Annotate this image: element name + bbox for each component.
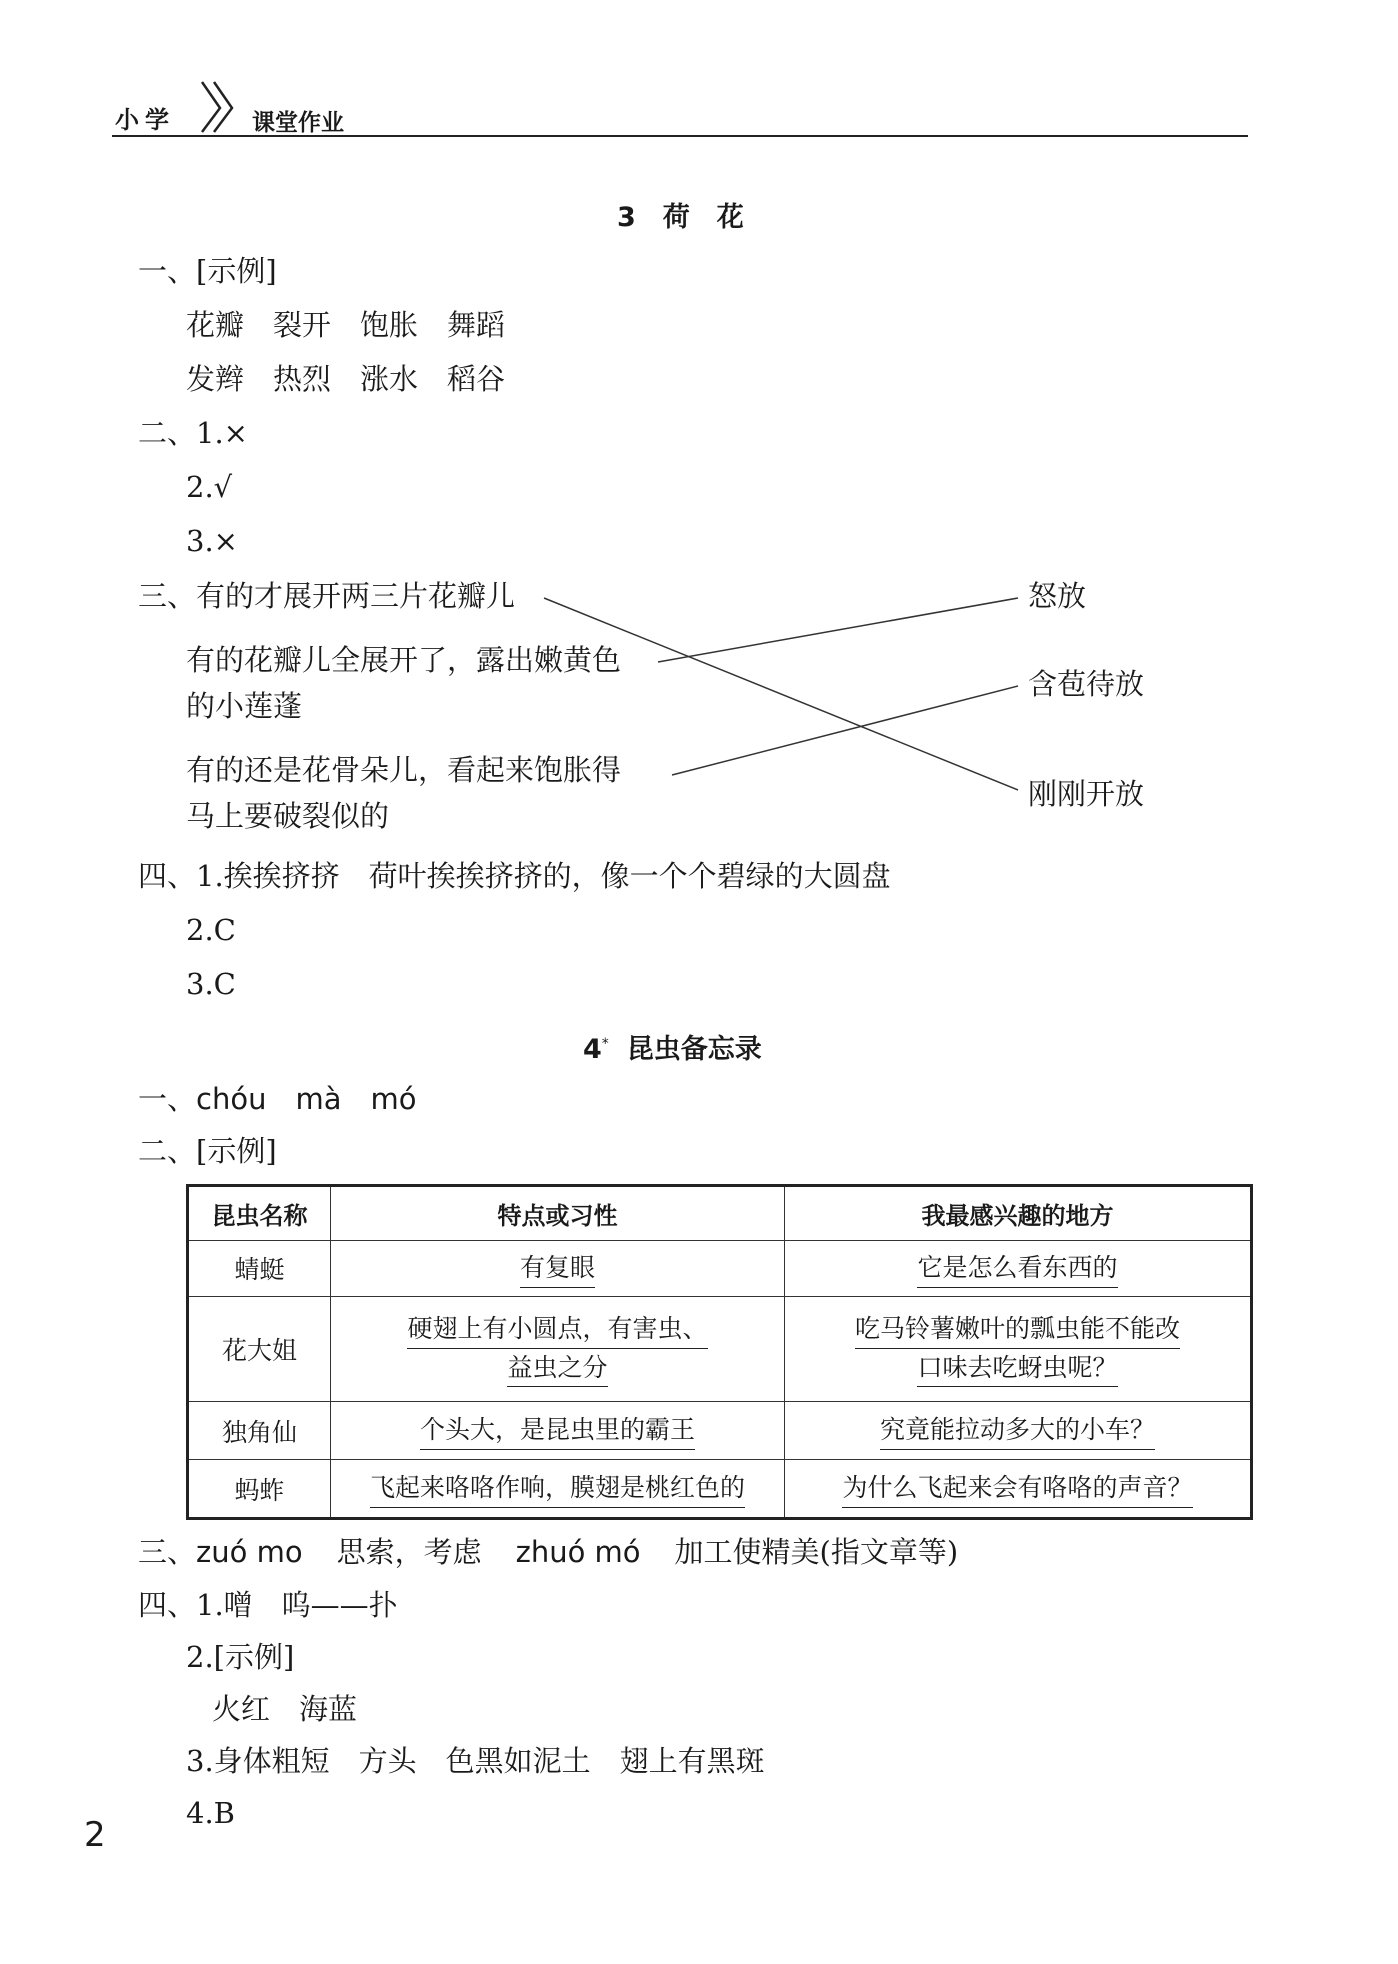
lesson4-title-text: 昆虫备忘录 [626,1034,762,1065]
l4-q1-prefix: 一、 [138,1082,197,1116]
l3-q4-item2: 2.C [186,913,236,947]
header-tab: 小学 [115,106,175,134]
interest-text: 它是怎么看东西的 [917,1249,1117,1288]
l4-q3-prefix: 三、 [138,1535,197,1569]
l3-q3-right3: 刚刚开放 [1028,777,1145,811]
interest-text: 究竟能拉动多大的小车？ [880,1411,1155,1450]
table-header: 昆虫名称 [188,1186,331,1241]
l4-q3-pinyin2: zhuó mó [515,1535,641,1569]
table-header: 特点或习性 [331,1186,785,1241]
interest-text: 为什么飞起来会有咯咯的声音？ [842,1469,1192,1508]
l3-q3-left3b: 马上要破裂似的 [186,799,390,833]
trait-text: 有复眼 [520,1249,595,1288]
l4-q3-text1: 思索，考虑 [336,1535,482,1569]
l3-q3-left2a: 有的花瓣儿全展开了，露出嫩黄色 [186,643,622,677]
l3-q4-item3: 3.C [186,967,236,1001]
insect-trait [331,1401,785,1460]
trait-text: 个头大，是昆虫里的霸王 [420,1411,695,1450]
insect-notes-table [186,1184,1253,1520]
l4-q4-item2: 2.[示例] [186,1640,295,1674]
trait-text: 硬翅上有小圆点，有害虫、 [407,1310,707,1349]
insect-name: 独角仙 [188,1401,331,1460]
l4-q1-pinyin: chóu mà mó [196,1082,417,1116]
l4-q3 [138,1534,958,1570]
l3-q2-item1: 二、1.× [138,416,248,450]
insect-name: 蚂蚱 [188,1460,331,1519]
lesson4-title [583,1027,762,1066]
lesson3-title: 3 荷 花 [617,202,744,233]
l4-q4-item1: 四、1.噌 呜——扑 [138,1588,398,1622]
l4-q3-text2: 加工使精美(指文章等) [674,1535,959,1569]
header-title: 课堂作业 [252,110,344,136]
match-line-3 [672,686,1018,775]
l3-q4-item1: 四、1.挨挨挤挤 荷叶挨挨挤挤的，像一个个碧绿的大圆盘 [138,859,891,893]
l4-q2-label: 二、[示例] [138,1134,277,1168]
table-row [188,1460,1252,1519]
table-row [188,1296,1252,1401]
l3-q3-left1: 三、有的才展开两三片花瓣儿 [138,579,516,613]
page-number: 2 [84,1815,106,1855]
l4-q4-item3: 3.身体粗短 方头 色黑如泥土 翅上有黑斑 [186,1744,765,1778]
lesson4-title-num: 4 [583,1034,602,1065]
l3-q3-left2b: 的小莲蓬 [186,689,303,723]
l4-q4-item2-answer: 火红 海蓝 [212,1692,358,1726]
l4-q3-pinyin1: zuó mo [196,1535,303,1569]
l3-q3-right1: 怒放 [1028,579,1087,613]
interest-text: 口味去吃蚜虫呢？ [917,1349,1117,1388]
interest-text: 吃马铃薯嫩叶的瓢虫能不能改 [855,1310,1180,1349]
trait-text: 飞起来咯咯作响，膜翅是桃红色的 [370,1469,745,1508]
lesson4-title-star: * [601,1036,609,1052]
insect-name: 蜻蜓 [188,1241,331,1297]
trait-text: 益虫之分 [507,1349,607,1388]
l3-q2-item3: 3.× [186,524,238,558]
table-row [188,1241,1252,1297]
l3-q3-left3a: 有的还是花骨朵儿，看起来饱胀得 [186,753,622,787]
match-line-1 [544,598,1018,790]
l3-q1-row1: 花瓣 裂开 饱胀 舞蹈 [186,308,506,342]
table-header-row [188,1186,1252,1241]
l4-q4-item4: 4.B [186,1796,235,1830]
insect-trait [331,1460,785,1519]
insect-interest [785,1460,1252,1519]
table-row [188,1401,1252,1460]
insect-trait [331,1241,785,1297]
insect-interest [785,1296,1252,1401]
insect-trait [331,1296,785,1401]
match-line-2 [658,598,1018,662]
insect-name: 花大姐 [188,1296,331,1401]
l3-q1-label: 一、[示例] [138,254,277,288]
l3-q3-right2: 含苞待放 [1028,667,1145,701]
l4-q1 [138,1081,416,1117]
l3-q1-row2: 发辫 热烈 涨水 稻谷 [186,362,506,396]
table-header: 我最感兴趣的地方 [785,1186,1252,1241]
insect-interest [785,1401,1252,1460]
insect-interest [785,1241,1252,1297]
l3-q2-item2: 2.√ [186,470,233,504]
